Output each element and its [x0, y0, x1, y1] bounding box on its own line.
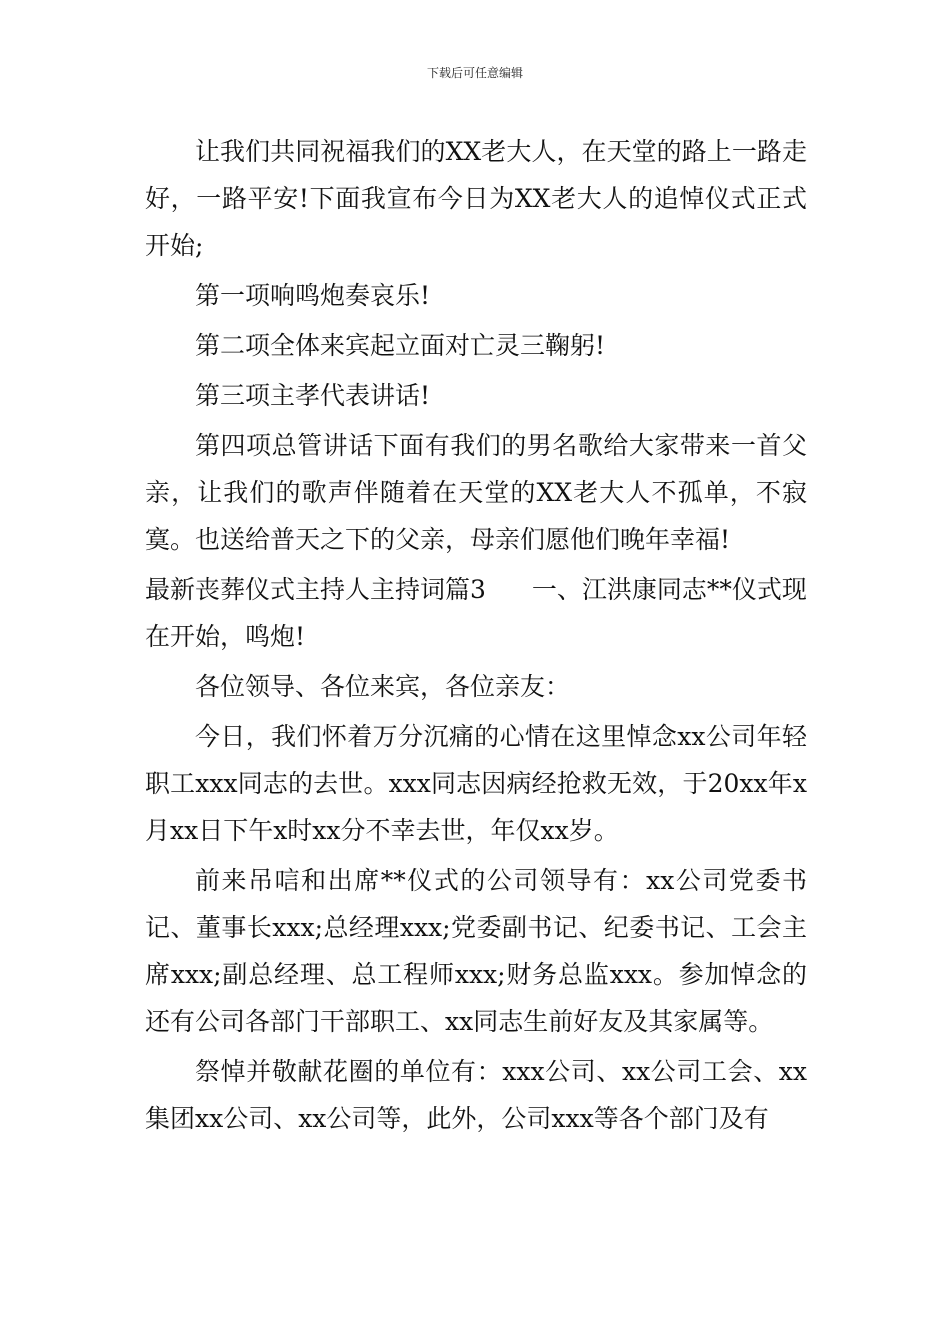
paragraph-mourning: 今日，我们怀着万分沉痛的心情在这里悼念xx公司年轻职工xxx同志的去世。xxx同志因病经抢救无效，于20xx年x月xx日下午x时xx分不幸去世，年仅xx岁。 [145, 722, 807, 845]
section-lead: 一、江洪康同志**仪式现在开始，鸣炮! [145, 575, 807, 651]
section-title: 最新丧葬仪式主持人主持词篇3 [145, 575, 486, 604]
paragraph-blessing: 让我们共同祝福我们的XX老大人，在天堂的路上一路走好，一路平安!下面我宣布今日为XX老大人的追悼仪式正式开始; [145, 137, 807, 260]
paragraph-item-1: 第一项响鸣炮奏哀乐! [195, 281, 431, 310]
paragraph-item-3: 第三项主孝代表讲话! [195, 381, 431, 410]
paragraph-item-4: 第四项总管讲话下面有我们的男名歌给大家带来一首父亲，让我们的歌声伴随着在天堂的XX老大人不孤单，不寂寞。也送给普天之下的父亲，母亲们愿他们晚年幸福! [145, 431, 807, 554]
paragraph-item-2: 第二项全体来宾起立面对亡灵三鞠躬! [195, 331, 606, 360]
page-header: 下载后可任意编辑 [426, 66, 523, 80]
paragraph-greeting: 各位领导、各位来宾，各位亲友： [195, 672, 571, 701]
paragraph-wreaths: 祭悼并敬献花圈的单位有：xxx公司、xx公司工会、xx集团xx公司、xx公司等，此外，公司xxx等各个部门及有 [145, 1057, 807, 1133]
document-body [145, 128, 807, 1145]
paragraph-attendees: 前来吊唁和出席**仪式的公司领导有：xx公司党委书记、董事长xxx;总经理xxx;党委副书记、纪委书记、工会主席xxx;副总经理、总工程师xxx;财务总监xxx。参加悼念的还有公司各部门干部职工、xx同志生前好友及其家属等。 [145, 866, 807, 1036]
section-heading-line [145, 566, 807, 660]
